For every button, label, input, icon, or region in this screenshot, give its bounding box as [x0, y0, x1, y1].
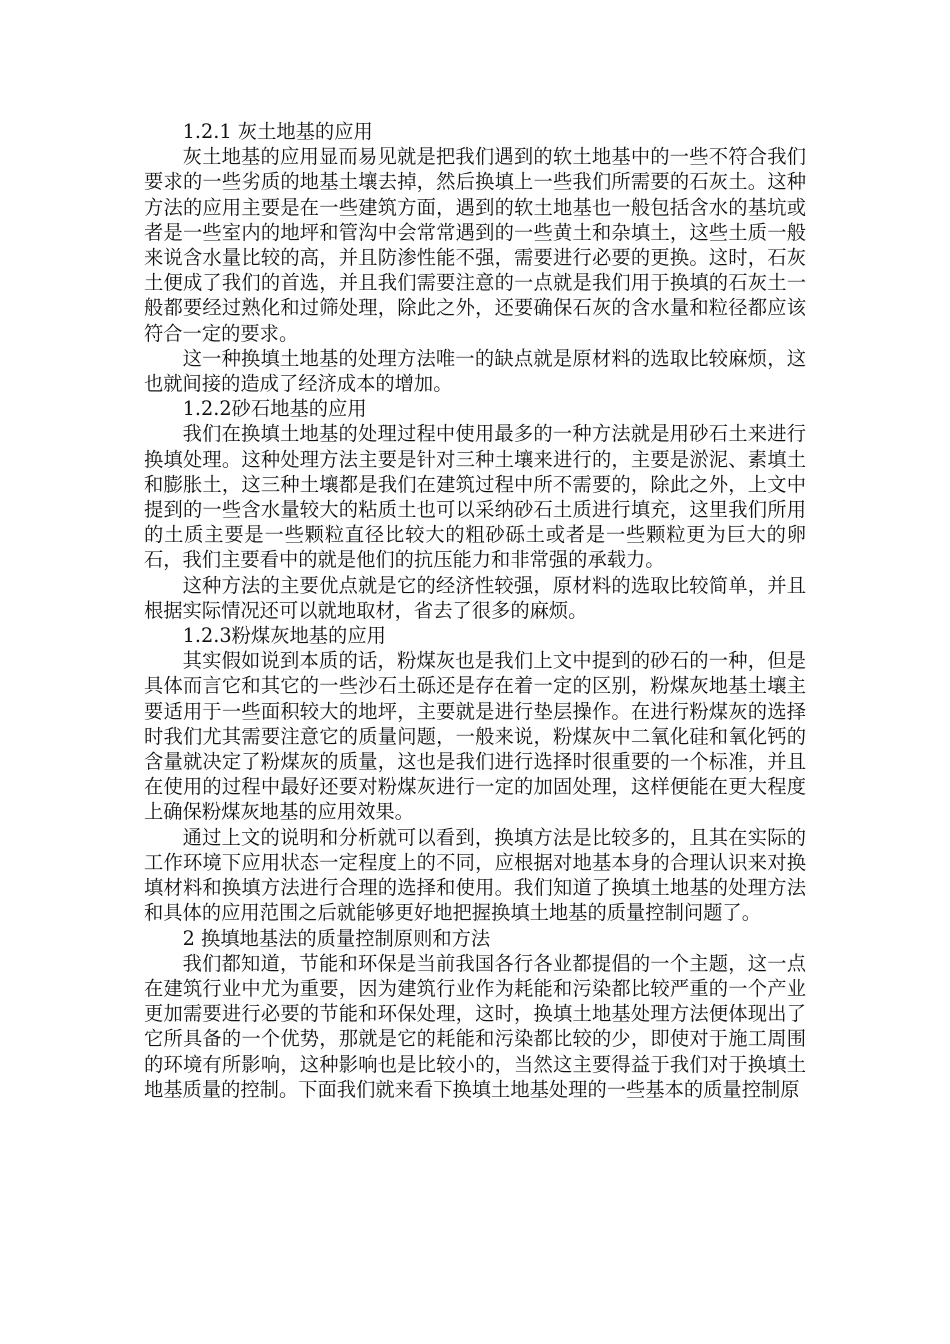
section-heading-2: 2 换填地基法的质量控制原则和方法 — [182, 926, 491, 950]
paragraph-sand-gravel-foundation: 我们在换填土地基的处理过程中使用最多的一种方法就是用砂石土来进行换填处理。这种处理方法主要是针对三种土壤来进行的，主要是淤泥、素填土和膨胀土，这三种土壤都是我们在建筑过程中所不需要的，除此之外，上文中提到的一些含水量较大的粘质土也可以采纳砂石土质进行填充，这里我们所用的土质主要是一些颗粒直径比较大的粗砂砾土或者是一些颗粒更为巨大的卵石，我们主要看中的就是他们的抗压能力和非常强的承载力。 — [144, 422, 806, 572]
section-heading-1-2-1: 1.2.1 灰土地基的应用 — [182, 120, 373, 143]
document-body — [144, 119, 806, 1102]
paragraph-lime-soil-drawback: 这一种换填土地基的处理方法唯一的缺点就是原材料的选取比较麻烦，这也就间接的造成了经济成本的增加。 — [144, 346, 806, 396]
section-heading-1-2-3: 1.2.3粉煤灰地基的应用 — [182, 624, 386, 648]
section-heading-1-2-2: 1.2.2砂石地基的应用 — [182, 397, 367, 421]
paragraph-sand-gravel-advantage: 这种方法的主要优点就是它的经济性较强，原材料的选取比较简单，并且根据实际情况还可以就地取材，省去了很多的麻烦。 — [144, 573, 806, 622]
paragraph-lime-soil-foundation: 灰土地基的应用显而易见就是把我们遇到的软土地基中的一些不符合我们要求的一些劣质的地基土壤去掉，然后换填上一些我们所需要的石灰土。这种方法的应用主要是在一些建筑方面，遇到的软土地基也一般包括含水的基坑或者是一些室内的地坪和管沟中会常常遇到的一些黄土和杂填土，这些土质一般来说含水量比较的高，并且防渗性能不强，需要进行必要的更换。这时，石灰土便成了我们的首选，并且我们需要注意的一点就是我们用于换填的石灰土一般都要经过熟化和过筛处理，除此之外，还要确保石灰的含水量和粒径都应该符合一定的要求。 — [144, 145, 806, 345]
paragraph-quality-control-intro: 我们都知道，节能和环保是当前我国各行各业都提倡的一个主题，这一点在建筑行业中尤为重要，因为建筑行业作为耗能和污染都比较严重的一个产业更加需要进行必要的节能和环保处理，这时，换填土地基处理方法便体现出了它所具备的一个优势，那就是它的耗能和污染都比较的少，即使对于施工周围的环境有所影响，这种影响也是比较小的，当然这主要得益于我们对于换填土地基质量的控制。下面我们就来看下换填土地基处理的一些基本的质量控制原 — [144, 951, 806, 1101]
paragraph-fly-ash-foundation: 其实假如说到本质的话，粉煤灰也是我们上文中提到的砂石的一种，但是具体而言它和其它的一些沙石土砾还是存在着一定的区别，粉煤灰地基土壤主要适用于一些面积较大的地坪，主要就是进行垫层操作。在进行粉煤灰的选择时我们尤其需要注意它的质量问题，一般来说，粉煤灰中二氧化硅和氧化钙的含量就决定了粉煤灰的质量，这也是我们进行选择时很重要的一个标准，并且在使用的过程中最好还要对粉煤灰进行一定的加固处理，这样便能在更大程度上确保粉煤灰地基的应用效果。 — [144, 649, 806, 824]
paragraph-method-summary: 通过上文的说明和分析就可以看到，换填方法是比较多的，且其在实际的工作环境下应用状态一定程度上的不同，应根据对地基本身的合理认识来对换填材料和换填方法进行合理的选择和使用。我们知道了换填土地基的处理方法和具体的应用范围之后就能够更好地把握换填土地基的质量控制问题了。 — [144, 825, 806, 925]
